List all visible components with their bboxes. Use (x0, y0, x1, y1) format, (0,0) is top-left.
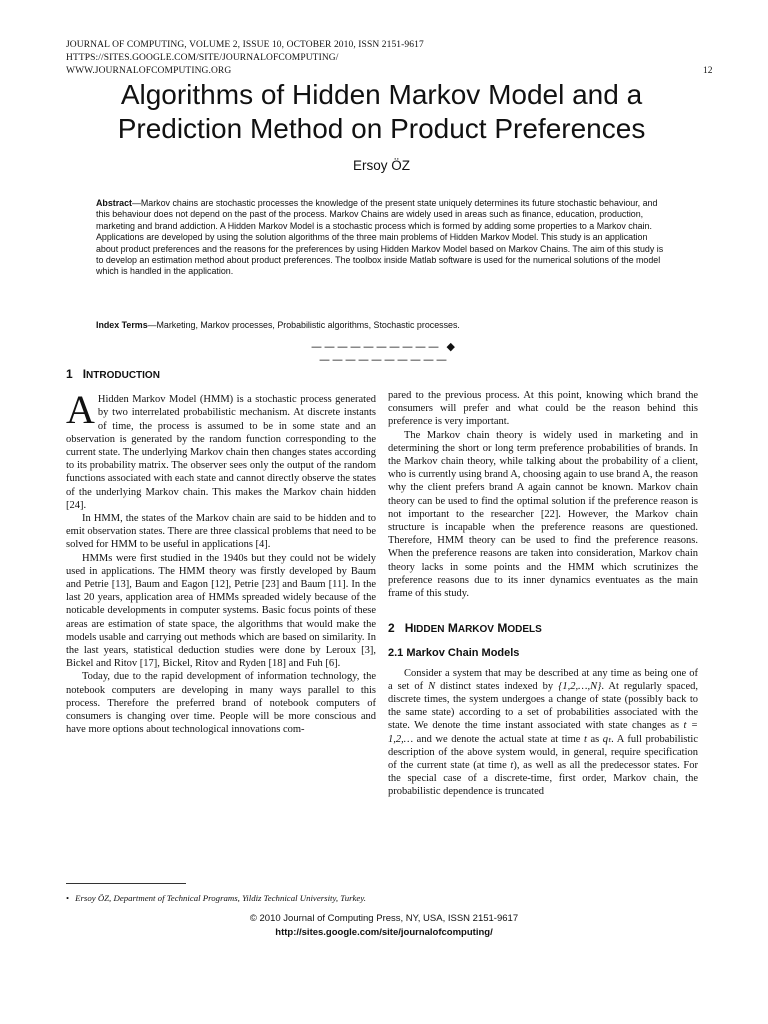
footnote-bullet: • (66, 893, 70, 903)
index-terms-label: Index Terms (96, 320, 148, 330)
section-1-heading: 1 INTRODUCTION (66, 367, 160, 381)
markov-chain-paragraph: Consider a system that may be described at any time as being one of a set of N distinct states indexed by {1,2,…,N}. At regularly spaced, discrete times, the system undergoes a change of state (possibly back to the same state) according to a set of probabilities associated with the state. We denote the time instant associated with state changes as t = 1,2,… and we denote the actual state at time t as qₜ. A full probabilistic description of the above system would, in general, require specification of the current state (at time t), as well as all the predecessor states. For the special case of a discrete-time, first order, Markov chain, the probabilistic dependence is truncated (388, 667, 699, 798)
section-2-heading: 2 HIDDEN MARKOV MODELS (388, 621, 542, 636)
right-column (388, 389, 698, 799)
intro-paragraph-5: The Markov chain theory is widely used in marketing and in determining the short or long term preference probabilities of brands. In the Markov chain theory, while talking about the probability of a client, who is currently using brand A, choosing again to use brand A, the reason why the client prefers brand A again cannot be known. Markov chain theory can be used to find the optimal solution if the preference reason is not important to the researcher [22]. However, the Markov chain structure is incapable when the preference reasons are questioned. Therefore, HMM theory can be used to find the preference reasons. When the preference reasons are taken into consideration, Markov chain theory lacks in some points and the HMM which scrutinizes the preference reasons due to its inner dynamics eventuates as the main frame of this study. (388, 429, 698, 600)
journal-link[interactable]: http://sites.google.com/site/journalofcomputing/ (275, 927, 493, 938)
intro-paragraph-4: Today, due to the rapid development of information technology, the notebook computers are developing in many ways parallel to this process. Therefore the preferred brand of notebook computers of consumers is changing over time. People will be more conscious and have more options about technological innovations com- (66, 671, 376, 736)
journal-url-sites: HTTPS://SITES.GOOGLE.COM/SITE/JOURNALOFCOMPUTING/ (66, 53, 339, 63)
page-number: 12 (703, 66, 713, 76)
footnote-rule (66, 883, 186, 884)
intro-paragraph-1: A Hidden Markov Model (HMM) is a stochastic process generated by two interrelated probabilistic mechanism. At discrete instants of time, the process is assumed to be in some state and an observation is generated by the random function corresponding to the current state. The underlying Markov chain then changes states according to its probability matrix. The observer sees only the output of the random functions associated with each state and cannot directly observe the states of the underlying Markov chain. This makes the Markov chain hidden [24]. (66, 387, 376, 511)
paper-title (40, 78, 723, 146)
footnote-text: Ersoy ÖZ, Department of Technical Programs, Yildiz Technical University, Turkey. (75, 893, 366, 903)
author-footnote (66, 893, 376, 904)
journal-line: JOURNAL OF COMPUTING, VOLUME 2, ISSUE 10, OCTOBER 2010, ISSN 2151-9617 (66, 40, 424, 50)
intro-paragraph-2: In HMM, the states of the Markov chain are said to be hidden and to emit observation states. There are three classical problems that need to be solved for HMM to be useful in applications [4]. (66, 513, 376, 551)
journal-url-www: WWW.JOURNALOFCOMPUTING.ORG (66, 66, 232, 76)
abstract (96, 198, 671, 278)
title-line-1: Algorithms of Hidden Markov Model and a (120, 79, 643, 110)
subsection-2-1-heading: 2.1 Markov Chain Models (388, 647, 520, 660)
abstract-text: —Markov chains are stochastic processes the knowledge of the present state uniquely determines its future stochastic behaviour, and this behaviour does not depend on the past of the process. Markov Chains are widely used in areas such as finance, education, production, marketing and brand addiction. A Hidden Markov Model is a stochastic process which is formed by adding some properties to a Markov chain. Applications are developed by using the solution algorithms of the three main problems of Hidden Markov Model. This study is an application about product preferences and the reasons for the preferences by using Hidden Markov Model based on Markov Chains. The aim of this study is to develop an estimation method about product preferences. The toolbox inside Matlab software is used for the numerical solutions of the model which is handled in the application. (96, 198, 664, 277)
drop-cap: A (66, 387, 95, 433)
copyright-line: © 2010 Journal of Computing Press, NY, USA, ISSN 2151-9617 (249, 913, 519, 924)
index-terms-text: —Marketing, Markov processes, Probabilistic algorithms, Stochastic processes. (147, 320, 460, 330)
left-column (66, 368, 376, 736)
intro-paragraph-4-continued: pared to the previous process. At this point, knowing which brand the consumers will prefer and what could be the reason behind this preference is very important. (388, 390, 698, 428)
index-terms (96, 320, 671, 330)
abstract-label: Abstract (96, 198, 133, 208)
running-header (66, 39, 424, 78)
title-line-2: Prediction Method on Product Preferences (117, 113, 646, 144)
author-name: Ersoy ÖZ (352, 158, 410, 173)
section-divider: —————————— ◆ —————————— (311, 340, 457, 366)
intro-paragraph-3: HMMs were first studied in the 1940s but they could not be widely used in applications. The HMM theory was firstly developed by Baum and Petrie [13], Baum and Eagon [12], Petrie [23] and Baum [11]. In the last 20 years, application area of HMMs spreaded widely because of the noticable developments in computer systems. Basic focus points of these areas are estimation of state space, the algorithms that would make the models usable and carrying out methods which are based on similarity. In the last years, statistical deduction studies were done by Leroux [3], Bickel and Ritov [17], Bickel, Ritov and Ryden [18] and Fuh [6]. (66, 552, 376, 670)
